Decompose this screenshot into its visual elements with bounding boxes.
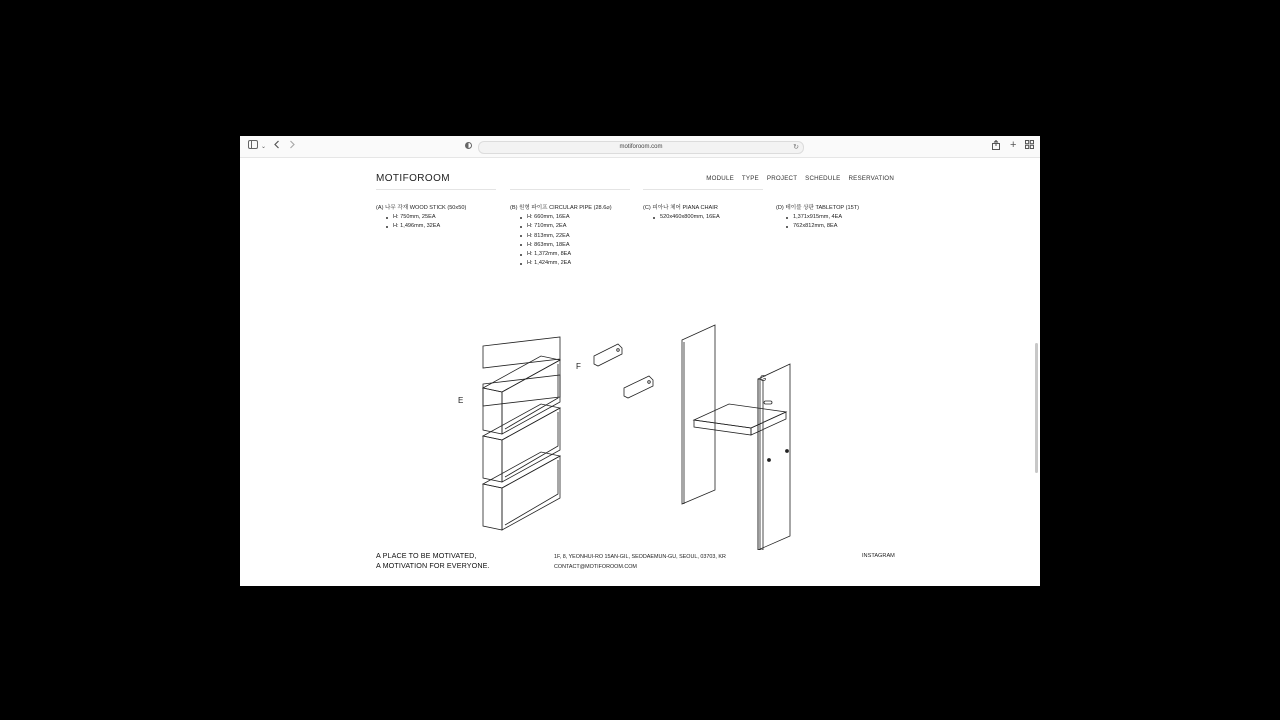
browser-toolbar (240, 136, 1040, 158)
reload-icon[interactable]: ↻ (793, 144, 799, 151)
contact-email-link[interactable]: CONTACT@MOTIFOROOM.COM (554, 563, 637, 570)
nav-type[interactable]: TYPE (741, 175, 759, 182)
list-item: H: 1,372mm, 8EA (520, 250, 612, 259)
shelf-box-bottom (483, 452, 560, 530)
parts-column-d (776, 204, 859, 232)
list-item: H: 1,496mm, 32EA (386, 222, 466, 231)
page-content (240, 158, 1040, 586)
list-item: 762x812mm, 8EA (786, 222, 859, 231)
divider (510, 189, 630, 190)
list-item: H: 1,424mm, 2EA (520, 259, 612, 268)
address-bar[interactable] (478, 141, 804, 154)
list-item: 1,371x915mm, 4EA (786, 213, 859, 222)
shelf-box-top (483, 356, 560, 434)
shelf-box-module (483, 337, 560, 406)
list-item: H: 863mm, 18EA (520, 241, 612, 250)
privacy-report-icon[interactable] (465, 142, 472, 149)
footer-address-block (554, 553, 726, 572)
nav-module[interactable]: MODULE (706, 175, 734, 182)
site-logo[interactable]: MOTIFOROOM (376, 173, 450, 184)
url-text: motiforoom.com (619, 144, 663, 150)
sidebar-icon[interactable] (248, 140, 258, 152)
shelf-box-middle (483, 404, 560, 482)
parts-title: (A) 나무 각재 WOOD STICK (50x50) (376, 205, 467, 211)
chevron-down-icon[interactable]: ⌄ (261, 144, 267, 150)
list-item: 520x460x800mm, 16EA (653, 213, 720, 222)
assembly-diagram (440, 318, 840, 550)
shelf-board (694, 401, 789, 462)
diagram-label-f: F (576, 362, 581, 371)
parts-title: (C) 피아나 체어 PIANA CHAIR (643, 205, 718, 211)
panel-left (682, 325, 715, 504)
share-icon[interactable] (992, 140, 1000, 153)
browser-window (240, 136, 1040, 586)
nav-project[interactable]: PROJECT (766, 175, 798, 182)
parts-column-a (376, 204, 466, 232)
divider (376, 189, 496, 190)
panel-right (758, 364, 790, 550)
scrollbar[interactable] (1035, 343, 1038, 473)
connector-plate-2 (624, 376, 653, 398)
nav-schedule[interactable]: SCHEDULE (805, 175, 841, 182)
tagline-line: A MOTIVATION FOR EVERYONE. (376, 560, 490, 570)
nav-reservation[interactable]: RESERVATION (848, 175, 894, 182)
list-item: H: 710mm, 2EA (520, 222, 612, 231)
tab-overview-icon[interactable] (1025, 140, 1034, 152)
parts-title: (D) 테이블 상판 TABLETOP (15T) (776, 205, 859, 211)
parts-title: (B) 원형 파이프 CIRCULAR PIPE (28.6⌀) (510, 205, 612, 211)
list-item: H: 660mm, 16EA (520, 213, 612, 222)
tagline-line: A PLACE TO BE MOTIVATED, (376, 551, 477, 560)
main-nav (706, 175, 894, 182)
parts-column-b (510, 204, 612, 268)
footer-tagline (376, 551, 490, 570)
diagram-label-g: G (760, 374, 767, 383)
address-text: 1F, 8, YEONHUI-RO 15AN-GIL, SEODAEMUN-GU, SEOUL, 03703, KR (554, 554, 726, 560)
list-item: H: 750mm, 25EA (386, 213, 466, 222)
chevron-left-icon[interactable] (273, 140, 281, 152)
parts-column-c (643, 204, 720, 222)
diagram-label-e: E (458, 396, 464, 405)
divider (643, 189, 763, 190)
list-item: H: 813mm, 22EA (520, 232, 612, 241)
plus-icon[interactable]: + (1010, 139, 1017, 151)
chevron-right-icon[interactable] (288, 140, 296, 152)
instagram-link[interactable]: INSTAGRAM (862, 553, 895, 559)
connector-plate-1 (594, 344, 622, 366)
